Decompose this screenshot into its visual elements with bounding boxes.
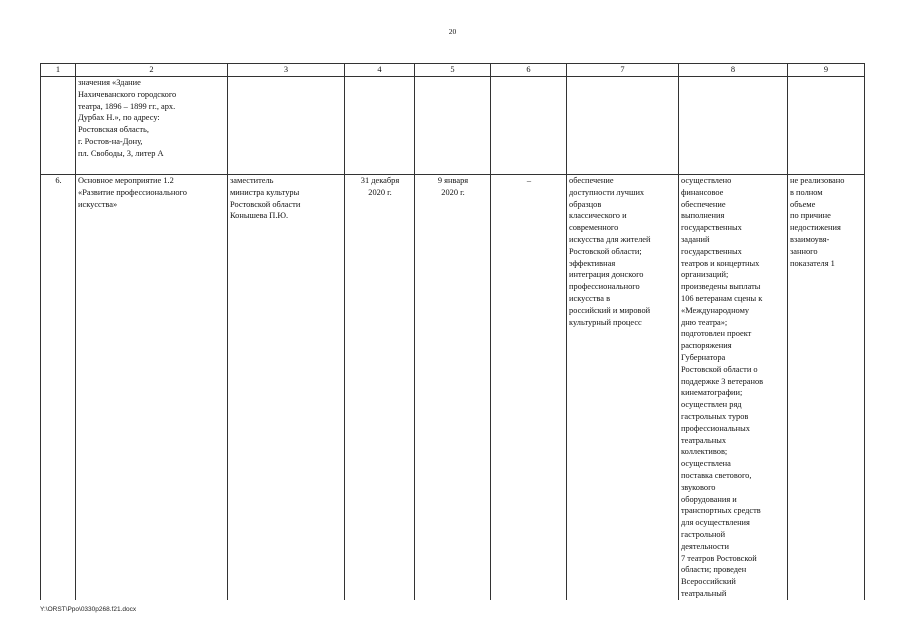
table-row (41, 175, 865, 600)
responsible-person: заместитель министра культуры Ростовской области Конышева П.Ю. (230, 176, 301, 221)
file-path-footer: Y:\ORST\Ppo\0330p268.f21.docx (40, 606, 137, 613)
table-cell (679, 77, 788, 175)
responsible-cell (228, 175, 345, 600)
table-cell (76, 77, 228, 175)
row-number-cell (41, 175, 76, 600)
table-cell (567, 77, 679, 175)
reason-cell (788, 175, 865, 600)
column-header: 3 (228, 64, 345, 77)
table-cell (415, 77, 491, 175)
table-row (41, 77, 865, 175)
table-cell (491, 77, 567, 175)
table-cell (788, 77, 865, 175)
column-header: 1 (41, 64, 76, 77)
column-header: 8 (679, 64, 788, 77)
plan-date: 31 декабря 2020 г. (360, 176, 400, 197)
plan-date-cell (345, 175, 415, 600)
actual-result: осуществлено финансовое обеспечение выполнения государственных заданий государственных театров и концертных организаций; произведены выплаты 106 ветеранам сцены к «Международному дню театра»; подготовлен проект распоряжения Губернатора Ростовской области о поддержке 3 ветеранов кинематографии; осуществлен ряд гастрольных туров профессиональных театральных коллективов; осуществлена поставка светового, звукового оборудования и транспортных средств для осуществления гастрольной деятельности 7 театров Ростовской области; проведен Всероссийский театральный (681, 176, 764, 598)
fact-date-cell (415, 175, 491, 600)
event-title: Основное мероприятие 1.2 «Развитие профессионального искусства» (78, 176, 187, 209)
page-number: 20 (448, 27, 457, 36)
expected-result-cell (567, 175, 679, 600)
table-cell (228, 77, 345, 175)
event-cell (76, 175, 228, 600)
fact-date: 9 января 2020 г. (437, 176, 469, 197)
col6-cell (491, 175, 567, 600)
object-description: значения «Здание Нахичеванского городского театра, 1896 – 1899 гг., арх. Дурбах Н.», по адресу: Ростовская область, г. Ростов-на-Дону, пл. Свободы, 3, литер А (78, 78, 177, 158)
report-table (40, 63, 865, 600)
column-header: 7 (567, 64, 679, 77)
reason-text: не реализовано в полном объеме по причине недостижения взаимоувя- занного показателя 1 (790, 176, 845, 268)
column-header: 5 (415, 64, 491, 77)
column-header: 6 (491, 64, 567, 77)
row-number: 6. (55, 176, 62, 185)
column-header: 9 (788, 64, 865, 77)
table-cell (41, 77, 76, 175)
column-header: 2 (76, 64, 228, 77)
table-cell (345, 77, 415, 175)
col6-dash: – (526, 176, 532, 185)
expected-result: обеспечение доступности лучших образцов классического и современного искусства для жителей Ростовской области; эффективная интеграция донского профессионального искусства в российский и мировой культурный процесс (569, 176, 651, 327)
actual-result-cell (679, 175, 788, 600)
column-header: 4 (345, 64, 415, 77)
header-row (41, 64, 865, 77)
